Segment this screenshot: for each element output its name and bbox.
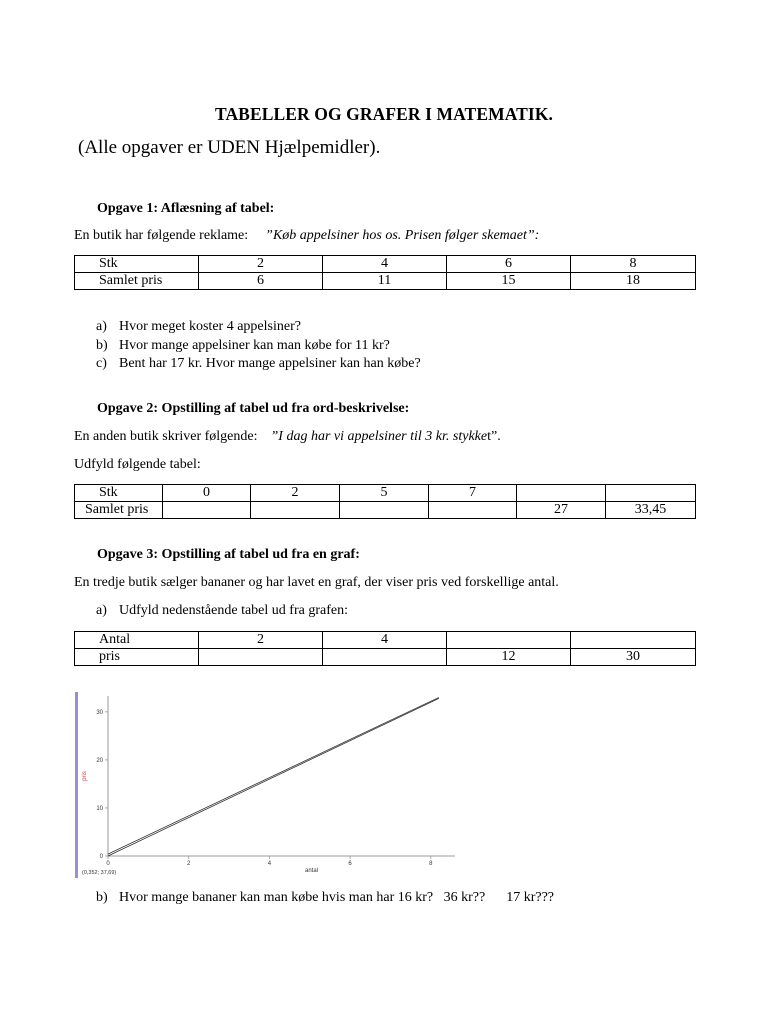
- table-cell: 2: [251, 485, 340, 502]
- question-text: Hvor mange appelsiner kan man købe for 11 kr?: [119, 337, 390, 353]
- table-cell: [340, 502, 429, 519]
- series-line: [108, 698, 439, 856]
- list-marker: a): [96, 603, 107, 618]
- table-cell: 30: [571, 649, 696, 666]
- table-cell: 12: [447, 649, 571, 666]
- list-marker: b): [96, 337, 108, 353]
- table-cell: 6: [447, 256, 571, 273]
- coordinate-readout: (0,352; 37,69): [82, 870, 117, 876]
- question-text: Hvor meget koster 4 appelsiner?: [119, 319, 301, 334]
- table-cell: [447, 632, 571, 649]
- table-cell: 2: [199, 256, 323, 273]
- table-cell: 4: [323, 256, 447, 273]
- list-marker: a): [96, 319, 107, 334]
- page-subtitle: (Alle opgaver er UDEN Hjælpemidler).: [78, 137, 381, 158]
- series-lines: [108, 697, 439, 856]
- table-row: [75, 256, 696, 273]
- table-cell: 7: [429, 485, 517, 502]
- task1-intro-plain: En butik har følgende reklame:: [74, 228, 249, 243]
- table-cell-label: Stk: [75, 485, 163, 502]
- task3-question-b: [96, 890, 554, 906]
- table-row: [75, 502, 696, 519]
- list-item: [96, 355, 421, 374]
- y-tick-label: 20: [96, 757, 103, 764]
- table-cell: [517, 485, 606, 502]
- price-graph: [70, 690, 462, 882]
- table-cell: 11: [323, 273, 447, 290]
- y-axis-label: pris: [82, 771, 88, 781]
- x-tick-label: 8: [429, 861, 433, 867]
- table-cell: 15: [447, 273, 571, 290]
- task3-intro: En tredje butik sælger bananer og har lavet en graf, der viser pris ved forskellige antal.: [74, 575, 559, 590]
- task1-table: [74, 255, 696, 290]
- task3-question-a: [96, 603, 348, 619]
- question-text: Hvor mange bananer kan man købe hvis man har 16 kr? 36 kr?? 17 kr???: [119, 890, 555, 905]
- task2-intro-italic: ”I dag har vi appelsiner til 3 kr. stykke: [270, 429, 488, 444]
- table-cell: 8: [571, 256, 696, 273]
- task2-intro-end: t”.: [487, 429, 501, 444]
- table-cell-label: Antal: [75, 632, 199, 649]
- table-cell: 33,45: [606, 502, 696, 519]
- task1-intro-italic: ”Køb appelsiner hos os. Prisen følger skemaet”:: [265, 228, 540, 243]
- list-marker: c): [96, 356, 107, 371]
- task3-table: [74, 631, 696, 666]
- table-cell: [606, 485, 696, 502]
- x-ticks: [106, 856, 433, 867]
- y-tick-label: 10: [96, 805, 103, 812]
- list-marker: b): [96, 890, 108, 905]
- page-title: TABELLER OG GRAFER I MATEMATIK.: [214, 104, 554, 124]
- table-cell: 5: [340, 485, 429, 502]
- graph-left-bar: [75, 692, 78, 878]
- table-cell-label: pris: [75, 649, 199, 666]
- x-tick-label: 6: [348, 861, 352, 867]
- series-line: [108, 697, 439, 854]
- task2-heading: Opgave 2: Opstilling af tabel ud fra ord-beskrivelse:: [97, 401, 410, 416]
- table-cell: 18: [571, 273, 696, 290]
- table-cell: 6: [199, 273, 323, 290]
- table-row: [75, 485, 696, 502]
- table-row: [75, 649, 696, 666]
- table-cell: [251, 502, 340, 519]
- task2-fill-text: Udfyld følgende tabel:: [74, 457, 201, 472]
- task1-intro: [74, 228, 539, 244]
- task2-table: [74, 484, 696, 519]
- y-ticks: [96, 710, 108, 860]
- x-tick-label: 2: [187, 861, 191, 867]
- task2-intro-plain: En anden butik skriver følgende:: [74, 429, 258, 444]
- task1-questions: [96, 318, 421, 374]
- task3-heading: Opgave 3: Opstilling af tabel ud fra en graf:: [97, 547, 360, 562]
- table-cell-label: Samlet pris: [75, 273, 199, 290]
- x-tick-label: 4: [267, 861, 272, 867]
- table-cell: [163, 502, 251, 519]
- y-tick-label: 30: [96, 709, 103, 716]
- task1-heading: Opgave 1: Aflæsning af tabel:: [97, 201, 275, 216]
- list-item: [96, 337, 421, 356]
- table-cell: [571, 632, 696, 649]
- task2-intro: [74, 429, 501, 445]
- table-row: [75, 273, 696, 290]
- list-item: [96, 318, 421, 337]
- table-cell: [199, 649, 323, 666]
- table-cell: [429, 502, 517, 519]
- table-cell: 0: [163, 485, 251, 502]
- table-row: [75, 632, 696, 649]
- table-cell: 4: [323, 632, 447, 649]
- table-cell-label: Stk: [75, 256, 199, 273]
- y-tick-label: 0: [99, 854, 103, 860]
- question-text: Udfyld nedenstående tabel ud fra grafen:: [119, 603, 348, 618]
- table-cell-label: Samlet pris: [75, 502, 163, 519]
- x-tick-label: 0: [106, 861, 110, 867]
- table-cell: 27: [517, 502, 606, 519]
- table-cell: 2: [199, 632, 323, 649]
- table-cell: [323, 649, 447, 666]
- question-text: Bent har 17 kr. Hvor mange appelsiner kan han købe?: [119, 356, 421, 371]
- x-axis-label: antal: [304, 868, 319, 874]
